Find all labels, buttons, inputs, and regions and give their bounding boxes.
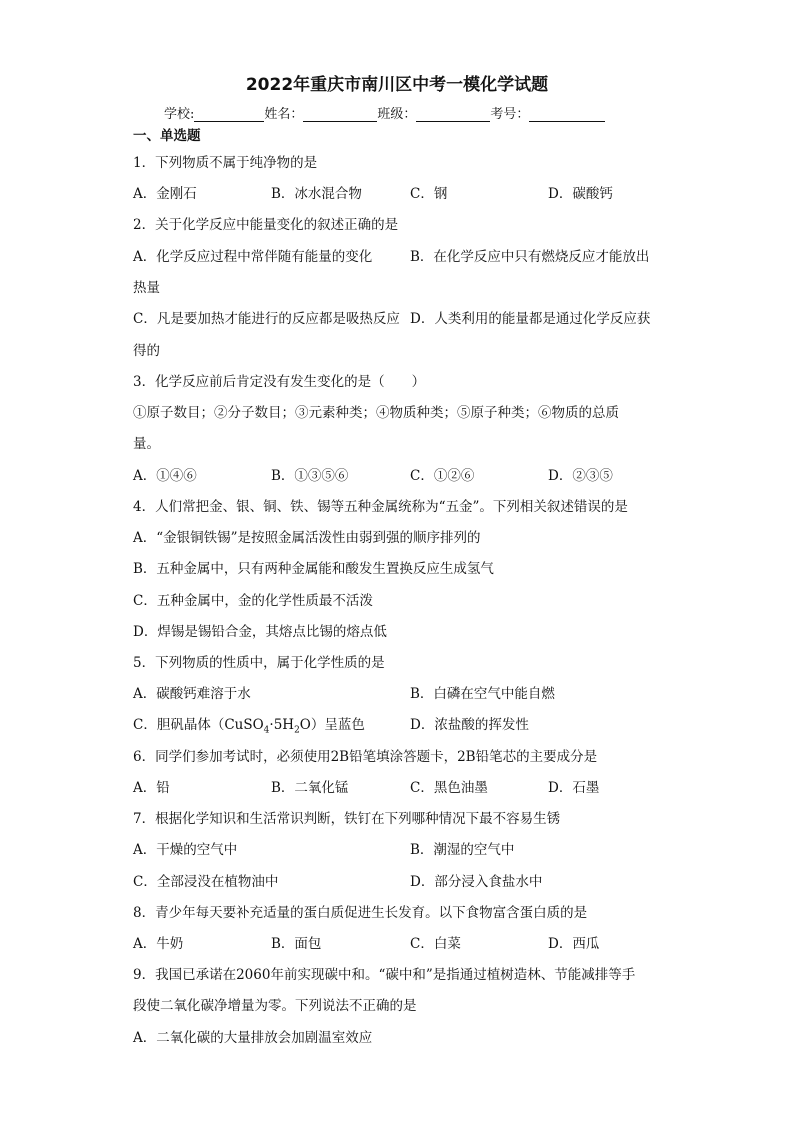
question-9-stem: 9．我国已承诺在2060年前实现碳中和。“碳中和”是指通过植树造林、节能减排等手: [133, 967, 636, 983]
question-2-stem: 2．关于化学反应中能量变化的叙述正确的是: [133, 217, 399, 233]
q1-option-b: B．冰水混合物: [271, 186, 362, 202]
q3-option-d: D．②③⑤: [548, 468, 613, 484]
q4-option-a: A．“金银铜铁锡”是按照金属活泼性由弱到强的顺序排列的: [133, 530, 481, 546]
q7-option-a: A．干燥的空气中: [133, 842, 238, 858]
q5-c-sub-1: 4: [263, 725, 270, 736]
q8-option-d: D．西瓜: [548, 936, 600, 952]
q5-option-b: B．白磷在空气中能自燃: [410, 686, 555, 702]
q7-option-d: D．部分浸入食盐水中: [410, 874, 543, 890]
q5-c-text-2: ·5H: [269, 717, 295, 733]
q3-list-cont: 量。: [133, 436, 160, 452]
q4-option-c: C．五种金属中，金的化学性质最不活泼: [133, 593, 373, 609]
q2-option-d-cont: 得的: [133, 343, 160, 359]
question-1-stem: 1．下列物质不属于纯净物的是: [133, 155, 318, 171]
q4-option-b: B．五种金属中，只有两种金属能和酸发生置换反应生成氢气: [133, 561, 494, 577]
question-4-stem: 4．人们常把金、银、铜、铁、锡等五种金属统称为“五金”。下列相关叙述错误的是: [133, 499, 628, 515]
q2-option-a: A．化学反应过程中常伴随有能量的变化: [133, 249, 373, 265]
class-blank[interactable]: [416, 107, 490, 122]
question-8-stem: 8．青少年每天要补充适量的蛋白质促进生长发育。以下食物富含蛋白质的是: [133, 905, 588, 921]
question-9-stem-cont: 段使二氧化碳净增量为零。下列说法不正确的是: [133, 998, 417, 1014]
q3-list: ①原子数目；②分子数目；③元素种类；④物质种类；⑤原子种类；⑥物质的总质: [133, 405, 619, 421]
name-label: 姓名：: [264, 107, 304, 122]
q5-c-text-3: O）呈蓝色: [299, 717, 365, 733]
q4-option-d: D．焊锡是锡铅合金，其熔点比锡的熔点低: [133, 624, 387, 640]
q1-option-d: D．碳酸钙: [548, 186, 613, 202]
q2-option-b-cont: 热量: [133, 280, 160, 296]
question-7-stem: 7．根据化学知识和生活常识判断，铁钉在下列哪种情况下最不容易生锈: [133, 811, 561, 827]
school-blank[interactable]: [194, 107, 264, 122]
q8-option-a: A．牛奶: [133, 936, 184, 952]
q6-option-a: A．铅: [133, 780, 170, 796]
q5-option-d: D．浓盐酸的挥发性: [410, 717, 529, 733]
q5-c-sub-2: 2: [294, 725, 300, 736]
q5-c-text-1: C．胆矾晶体（CuSO: [133, 717, 264, 733]
q2-option-b: B．在化学反应中只有燃烧反应才能放出: [410, 249, 650, 265]
number-blank[interactable]: [529, 107, 605, 122]
name-blank[interactable]: [303, 107, 377, 122]
student-info-line: [164, 103, 605, 122]
q6-option-c: C．黑色油墨: [410, 780, 488, 796]
section-heading: 一、单选题: [133, 128, 201, 144]
q1-option-c: C．钢: [410, 186, 448, 202]
school-label: 学校:: [164, 107, 195, 122]
q5-option-c: [133, 713, 365, 736]
q7-option-b: B．潮湿的空气中: [410, 842, 515, 858]
question-3-stem: 3．化学反应前后肯定没有发生变化的是（ ）: [133, 374, 426, 390]
q9-option-a: A．二氧化碳的大量排放会加剧温室效应: [133, 1030, 373, 1046]
q8-option-b: B．面包: [271, 936, 322, 952]
question-5-stem: 5．下列物质的性质中，属于化学性质的是: [133, 655, 385, 671]
question-6-stem: 6．同学们参加考试时，必须使用2B铅笔填涂答题卡，2B铅笔芯的主要成分是: [133, 749, 598, 765]
q1-option-a: A．金刚石: [133, 186, 197, 202]
q5-option-a: A．碳酸钙难溶于水: [133, 686, 251, 702]
q3-option-b: B．①③⑤⑥: [271, 468, 349, 484]
class-label: 班级：: [377, 107, 417, 122]
page-title: 2022年重庆市南川区中考一模化学试题: [245, 75, 549, 95]
q2-option-c: C．凡是要加热才能进行的反应都是吸热反应: [133, 311, 400, 327]
q8-option-c: C．白菜: [410, 936, 461, 952]
q6-option-b: B．二氧化锰: [271, 780, 349, 796]
q6-option-d: D．石墨: [548, 780, 600, 796]
number-label: 考号：: [490, 107, 530, 122]
q2-option-d: D．人类利用的能量都是通过化学反应获: [410, 311, 651, 327]
q3-option-c: C．①②⑥: [410, 468, 475, 484]
q7-option-c: C．全部浸没在植物油中: [133, 874, 279, 890]
q3-option-a: A．①④⑥: [133, 468, 197, 484]
